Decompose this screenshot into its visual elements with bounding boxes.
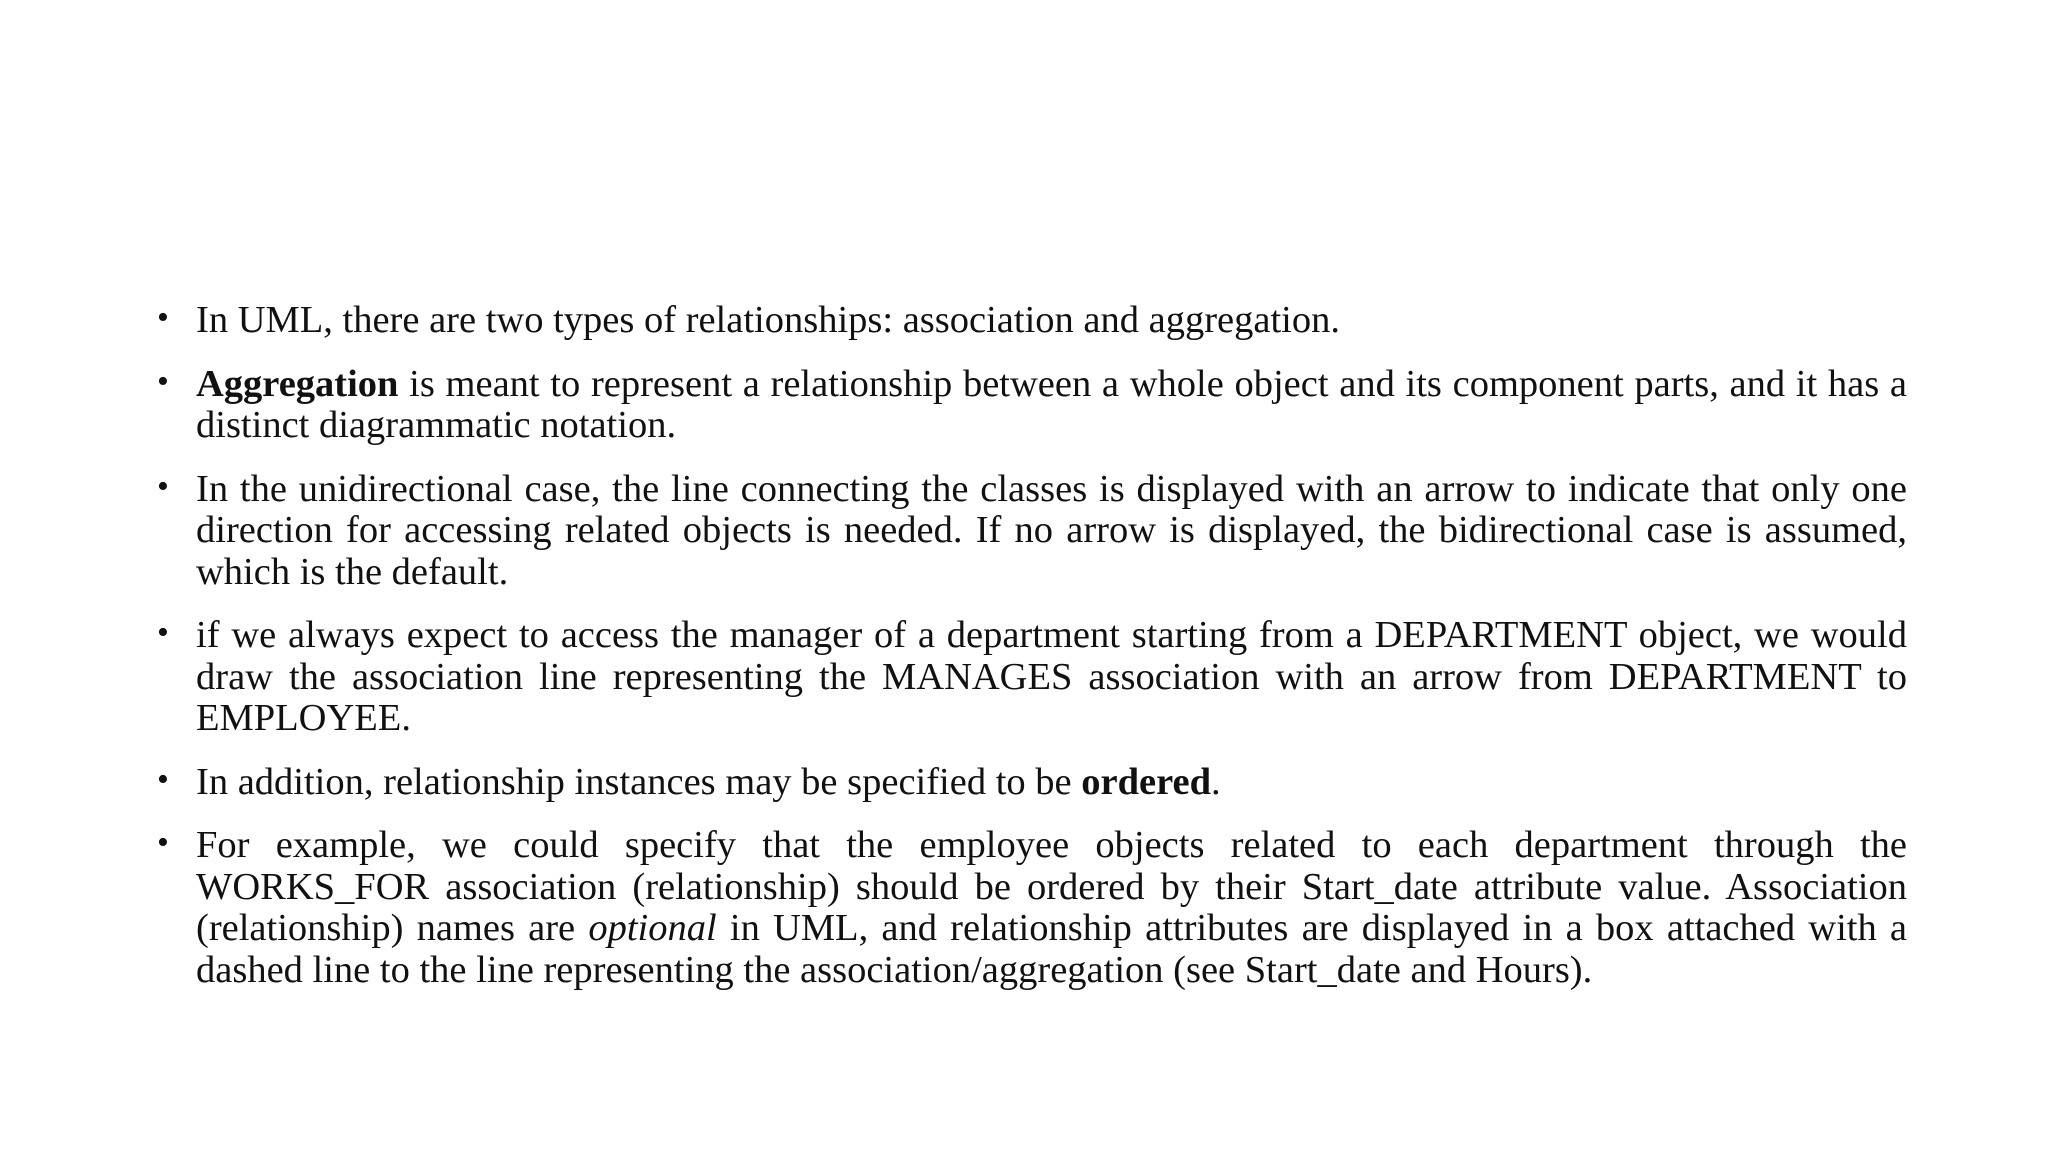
bullet-text-end: in UML, and relationship attributes are displayed in a box attached with a dashed line to the line representing the association/aggregation (see Start_date and Hours). bbox=[196, 907, 1908, 991]
bullet-italic-term: optional bbox=[588, 907, 717, 949]
bullet-text: is meant to represent a relationship between a whole object and its component parts, and it has a distinct diagrammatic notation. bbox=[196, 362, 1907, 446]
bullet-item-aggregation bbox=[147, 364, 1907, 447]
bullet-item-manages-example bbox=[147, 615, 1907, 740]
bullet-icon: • bbox=[157, 362, 169, 400]
bullet-item-unidirectional bbox=[147, 469, 1907, 594]
bullet-text: In UML, there are two types of relationships: association and aggregation. bbox=[196, 299, 1340, 341]
bullet-icon: • bbox=[157, 614, 169, 651]
bullet-text: if we always expect to access the manager of a department starting from a DEPARTMENT object, we would draw the association line representing the MANAGES association with an arrow from DEPARTMENT to EMPLOYEE. bbox=[196, 614, 1907, 739]
bullet-icon: • bbox=[157, 299, 169, 336]
bullet-icon: • bbox=[157, 824, 169, 861]
bullet-item-uml-relationships bbox=[147, 300, 1907, 342]
bullet-text-end: . bbox=[1211, 760, 1221, 803]
bullet-text: In addition, relationship instances may be specified to be bbox=[196, 760, 1082, 803]
bullet-icon: • bbox=[157, 760, 169, 798]
bullet-list bbox=[147, 300, 1907, 991]
bullet-item-ordered bbox=[147, 762, 1907, 804]
bullet-text: For example, we could specify that the employee objects related to each department through the WORKS_FOR association (relationship) should be ordered by their Start_date attribute value. Association (relationship) names are bbox=[196, 824, 1907, 949]
bullet-bold-term: Aggregation bbox=[196, 362, 399, 405]
bullet-icon: • bbox=[157, 467, 169, 505]
bullet-text: In the unidirectional case, the line connecting the classes is displayed with an arrow to indicate that only one direction for accessing related objects is needed. If no arrow is displayed, the bidirectional case is assumed, which is the default. bbox=[196, 467, 1907, 593]
bullet-item-works-for-example bbox=[147, 825, 1907, 991]
bullet-bold-term: ordered bbox=[1081, 760, 1211, 803]
